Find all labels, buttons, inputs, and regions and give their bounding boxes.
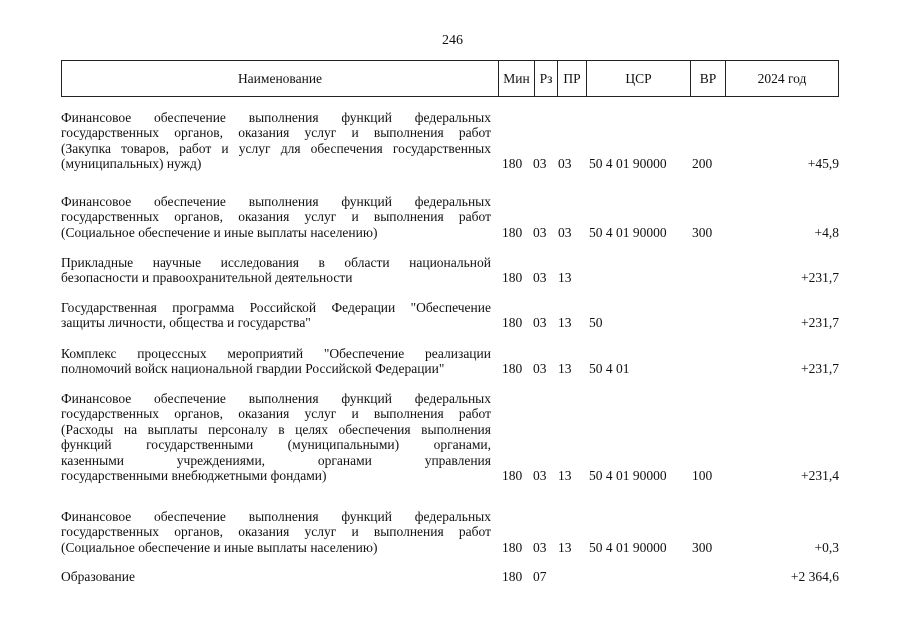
row-name-line: Финансовое обеспечение выполнения функций федеральных bbox=[61, 194, 491, 209]
row-name bbox=[61, 194, 491, 240]
header-name: Наименование bbox=[237, 70, 323, 86]
table-row bbox=[61, 569, 839, 584]
table-row bbox=[61, 194, 839, 240]
table-row bbox=[61, 255, 839, 286]
row-name bbox=[61, 255, 491, 286]
row-name bbox=[61, 110, 491, 172]
cell-vr: 100 bbox=[692, 467, 713, 483]
row-name-line: Финансовое обеспечение выполнения функций федеральных bbox=[61, 110, 491, 125]
cell-csr: 50 4 01 90000 bbox=[589, 539, 667, 555]
cell-rz: 03 bbox=[533, 539, 547, 555]
cell-csr: 50 4 01 90000 bbox=[589, 156, 667, 172]
cell-rz: 03 bbox=[533, 156, 547, 172]
cell-min: 180 bbox=[502, 270, 523, 286]
cell-vr: 200 bbox=[692, 156, 713, 172]
cell-amount: +231,7 bbox=[801, 361, 839, 377]
row-name-line: государственных органов, оказания услуг и выполнения работ bbox=[61, 406, 491, 422]
cell-csr: 50 4 01 bbox=[589, 361, 630, 377]
table-row bbox=[61, 391, 839, 483]
cell-amount: +0,3 bbox=[814, 539, 839, 555]
cell-csr: 50 bbox=[589, 315, 603, 331]
cell-min: 180 bbox=[502, 539, 523, 555]
row-name-line: государственными внебюджетными фондами) bbox=[61, 468, 327, 484]
row-name-line: защиты личности, общества и государства" bbox=[61, 315, 311, 331]
cell-amount: +45,9 bbox=[807, 156, 839, 172]
cell-rz: 03 bbox=[533, 361, 547, 377]
cell-pr: 03 bbox=[558, 224, 572, 240]
cell-vr: 300 bbox=[692, 539, 713, 555]
row-name-line: Образование bbox=[61, 569, 135, 584]
cell-min: 180 bbox=[502, 224, 523, 240]
cell-amount: +2 364,6 bbox=[790, 568, 839, 584]
row-name bbox=[61, 346, 491, 377]
row-name-line: полномочий войск национальной гвардии Российской Федерации" bbox=[61, 361, 445, 377]
cell-pr: 13 bbox=[558, 270, 572, 286]
cell-min: 180 bbox=[502, 568, 523, 584]
table-row bbox=[61, 509, 839, 555]
row-name-line: казенными учреждениями, органами управления bbox=[61, 452, 491, 468]
table-header bbox=[61, 60, 839, 97]
header-rz: Рз bbox=[534, 61, 557, 96]
cell-csr: 50 4 01 90000 bbox=[589, 467, 667, 483]
cell-min: 180 bbox=[502, 467, 523, 483]
row-name bbox=[61, 509, 491, 555]
cell-amount: +231,7 bbox=[801, 315, 839, 331]
row-name-line: (Закупка товаров, работ и услуг для обеспечения государственных bbox=[61, 140, 491, 156]
table-row bbox=[61, 346, 839, 377]
row-name-line: государственных органов, оказания услуг и выполнения работ bbox=[61, 209, 491, 225]
row-name-line: (Расходы на выплаты персоналу в целях обеспечения выполнения bbox=[61, 421, 491, 437]
cell-rz: 03 bbox=[533, 467, 547, 483]
cell-rz: 07 bbox=[533, 568, 547, 584]
cell-pr: 13 bbox=[558, 361, 572, 377]
header-csr: ЦСР bbox=[586, 61, 690, 96]
cell-pr: 13 bbox=[558, 467, 572, 483]
page-number: 246 bbox=[442, 33, 463, 48]
row-name bbox=[61, 569, 491, 584]
row-name-line: Финансовое обеспечение выполнения функций федеральных bbox=[61, 391, 491, 406]
header-vr: ВР bbox=[690, 61, 725, 96]
header-year: 2024 год bbox=[725, 61, 838, 96]
row-name-line: Комплекс процессных мероприятий "Обеспечение реализации bbox=[61, 346, 491, 361]
row-name-line: (Социальное обеспечение и иные выплаты населению) bbox=[61, 224, 378, 240]
cell-pr: 03 bbox=[558, 156, 572, 172]
header-pr: ПР bbox=[557, 61, 586, 96]
cell-rz: 03 bbox=[533, 315, 547, 331]
cell-min: 180 bbox=[502, 315, 523, 331]
cell-csr: 50 4 01 90000 bbox=[589, 224, 667, 240]
cell-amount: +231,4 bbox=[801, 467, 839, 483]
row-name-line: Государственная программа Российской Федерации "Обеспечение bbox=[61, 300, 491, 315]
row-name-line: Прикладные научные исследования в области национальной bbox=[61, 255, 491, 270]
row-name-line: безопасности и правоохранительной деятельности bbox=[61, 270, 353, 286]
row-name-line: Финансовое обеспечение выполнения функций федеральных bbox=[61, 509, 491, 524]
row-name-line: функций государственными (муниципальными) органами, bbox=[61, 437, 491, 453]
row-name-line: (муниципальных) нужд) bbox=[61, 156, 202, 172]
row-name bbox=[61, 300, 491, 331]
cell-min: 180 bbox=[502, 156, 523, 172]
cell-rz: 03 bbox=[533, 270, 547, 286]
cell-amount: +4,8 bbox=[814, 224, 839, 240]
cell-pr: 13 bbox=[558, 315, 572, 331]
cell-pr: 13 bbox=[558, 539, 572, 555]
row-name-line: (Социальное обеспечение и иные выплаты населению) bbox=[61, 539, 378, 555]
header-min: Мин bbox=[498, 61, 534, 96]
row-name-line: государственных органов, оказания услуг и выполнения работ bbox=[61, 125, 491, 141]
row-name-line: государственных органов, оказания услуг и выполнения работ bbox=[61, 524, 491, 540]
row-name bbox=[61, 391, 491, 483]
cell-min: 180 bbox=[502, 361, 523, 377]
table-row bbox=[61, 300, 839, 331]
cell-amount: +231,7 bbox=[801, 270, 839, 286]
cell-vr: 300 bbox=[692, 224, 713, 240]
table-row bbox=[61, 110, 839, 172]
cell-rz: 03 bbox=[533, 224, 547, 240]
